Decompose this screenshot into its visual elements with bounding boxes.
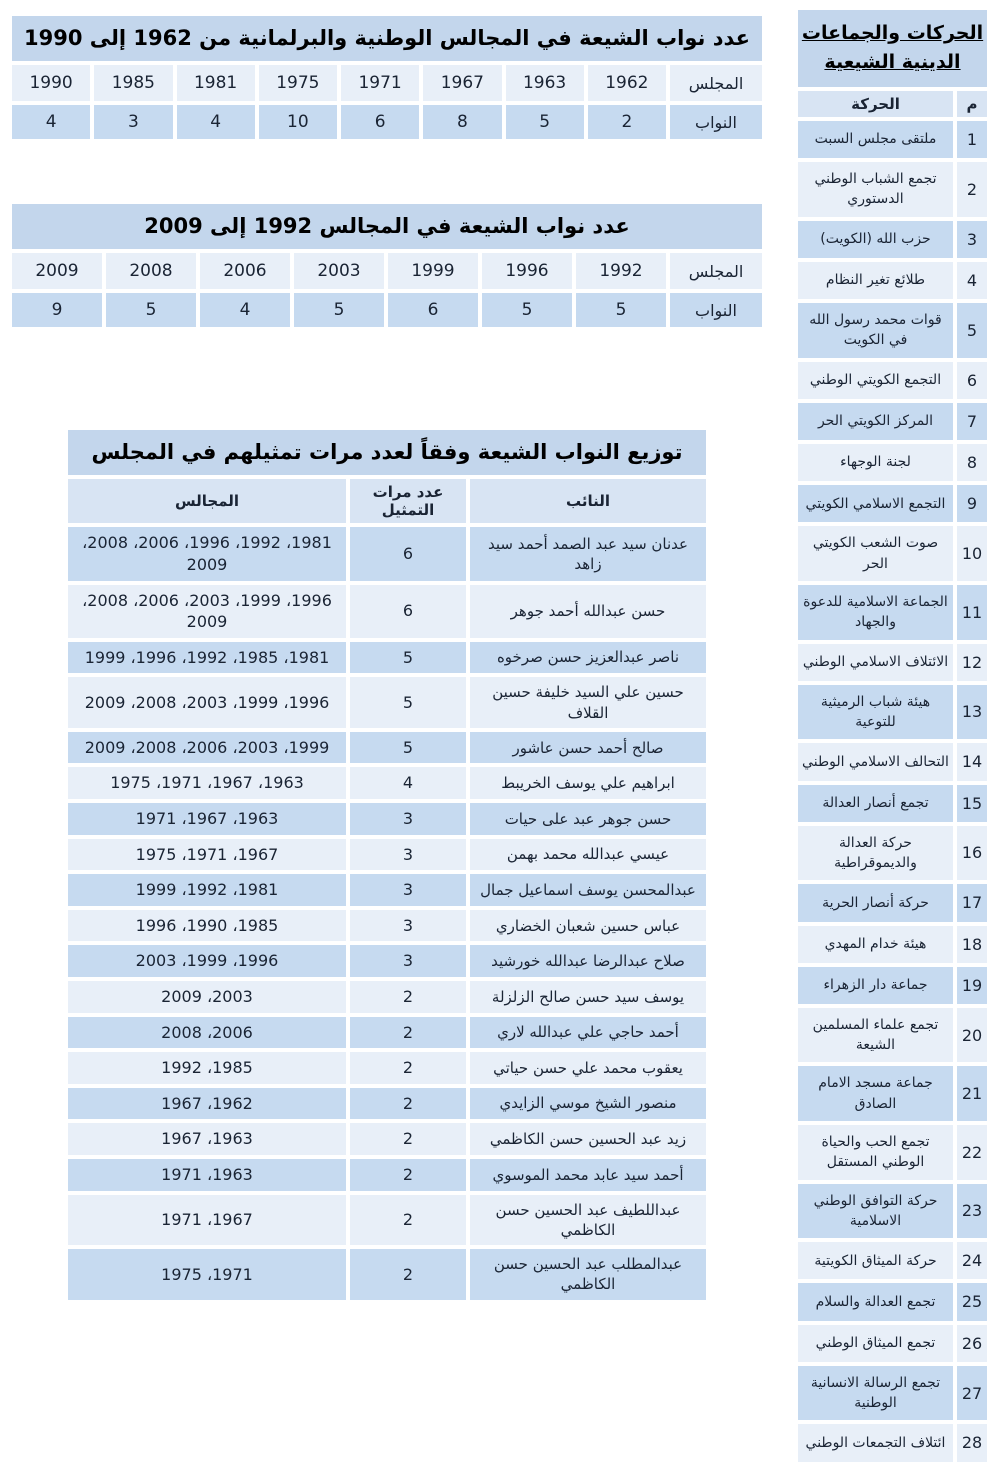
movement-name-cell: الجماعة الاسلامية للدعوة والجهاد	[798, 585, 953, 640]
list-item	[798, 644, 987, 681]
times-count-cell: 2	[350, 1249, 466, 1300]
movement-name-cell: ائتلاف التجمعات الوطني	[798, 1424, 953, 1461]
movement-name-cell: لجنة الوجهاء	[798, 444, 953, 481]
list-item	[798, 1184, 987, 1239]
sidebar-movements-list	[794, 6, 991, 1466]
list-item	[798, 585, 987, 640]
table-row	[68, 1052, 706, 1084]
movement-name-cell: تجمع الرسالة الانسانية الوطنية	[798, 1366, 953, 1421]
movement-number-cell: 20	[957, 1008, 987, 1063]
movement-name-cell: التجمع الكويتي الوطني	[798, 362, 953, 399]
movement-name-cell: حركة أنصار الحرية	[798, 884, 953, 921]
times-count-cell: 4	[350, 767, 466, 799]
movement-number-cell: 26	[957, 1325, 987, 1362]
list-item	[798, 121, 987, 158]
list-item	[798, 926, 987, 963]
movement-name-cell: هيئة شباب الرميثية للتوعية	[798, 685, 953, 740]
council-years-cell: 1985، 1992	[68, 1052, 346, 1084]
movement-name-cell: حركة العدالة والديموقراطية	[798, 826, 953, 881]
deputy-counts-row	[12, 293, 762, 327]
council-years-cell: 2006، 2008	[68, 1017, 346, 1049]
council-years-cell: 1996، 1999، 2003	[68, 945, 346, 977]
council-years-cell: 1963، 1967، 1971	[68, 803, 346, 835]
count-cell: 6	[341, 105, 419, 139]
movement-name-cell: هيئة خدام المهدي	[798, 926, 953, 963]
sidebar-title-row	[798, 10, 987, 87]
year-cell: 2008	[106, 253, 196, 289]
list-item	[798, 526, 987, 581]
year-cell: 1981	[177, 65, 255, 101]
table-row	[68, 1159, 706, 1191]
movement-name-cell: حركة التوافق الوطني الاسلامية	[798, 1184, 953, 1239]
list-item	[798, 743, 987, 780]
movement-name-cell: ملتقى مجلس السبت	[798, 121, 953, 158]
movement-number-cell: 6	[957, 362, 987, 399]
count-cell: 5	[576, 293, 666, 327]
count-cell: 4	[177, 105, 255, 139]
table-row	[68, 732, 706, 764]
table-row	[68, 1088, 706, 1120]
times-count-cell: 2	[350, 1088, 466, 1120]
deputy-name-cell: عبدالمطلب عبد الحسين حسن الكاظمي	[470, 1249, 706, 1300]
times-count-cell: 2	[350, 1195, 466, 1246]
movement-name-cell: التحالف الاسلامي الوطني	[798, 743, 953, 780]
deputy-column-header: النائب	[470, 479, 706, 523]
council-years-cell: 1985، 1990، 1996	[68, 910, 346, 942]
deputy-name-cell: ناصر عبدالعزيز حسن صرخوه	[470, 642, 706, 674]
council-years-row	[12, 65, 762, 101]
movement-number-cell: 13	[957, 685, 987, 740]
deputy-name-cell: حسين علي السيد خليفة حسين القلاف	[470, 677, 706, 728]
movement-number-cell: 17	[957, 884, 987, 921]
council-years-cell: 1963، 1971	[68, 1159, 346, 1191]
times-count-cell: 3	[350, 803, 466, 835]
council-years-cell: 1971، 1975	[68, 1249, 346, 1300]
year-cell: 1971	[341, 65, 419, 101]
movement-number-cell: 22	[957, 1125, 987, 1180]
count-cell: 5	[482, 293, 572, 327]
council-years-cell: 1981، 1992، 1996، 2006، 2008، 2009	[68, 527, 346, 580]
movement-name-cell: تجمع علماء المسلمين الشيعة	[798, 1008, 953, 1063]
times-count-cell: 2	[350, 981, 466, 1013]
count-cell: 6	[388, 293, 478, 327]
deputy-name-cell: صلاح عبدالرضا عبدالله خورشيد	[470, 945, 706, 977]
deputy-name-cell: أحمد سيد عابد محمد الموسوي	[470, 1159, 706, 1191]
council-years-cell: 1967، 1971	[68, 1195, 346, 1246]
year-cell: 1990	[12, 65, 90, 101]
movement-number-cell: 16	[957, 826, 987, 881]
list-item	[798, 785, 987, 822]
count-cell: 8	[423, 105, 501, 139]
deputy-counts-row	[12, 105, 762, 139]
table-row	[68, 527, 706, 580]
times-count-cell: 6	[350, 527, 466, 580]
count-cell: 5	[506, 105, 584, 139]
times-count-cell: 2	[350, 1123, 466, 1155]
deputy-name-cell: عبدالمحسن يوسف اسماعيل جمال	[470, 874, 706, 906]
year-cell: 1967	[423, 65, 501, 101]
council-years-cell: 1996، 1999، 2003، 2008، 2009	[68, 677, 346, 728]
movement-number-cell: 18	[957, 926, 987, 963]
deputies-row-label: النواب	[670, 105, 762, 139]
times-count-cell: 3	[350, 839, 466, 871]
movement-name-cell: قوات محمد رسول الله في الكويت	[798, 303, 953, 358]
table-title: توزيع النواب الشيعة وفقاً لعدد مرات تمثيلهم في المجلس	[68, 430, 706, 475]
list-item	[798, 1366, 987, 1421]
deputy-name-cell: عباس حسين شعبان الخضاري	[470, 910, 706, 942]
council-years-cell: 1963، 1967، 1971، 1975	[68, 767, 346, 799]
list-item	[798, 1242, 987, 1279]
council-years-cell: 2003، 2009	[68, 981, 346, 1013]
deputy-name-cell: عيسي عبدالله محمد بهمن	[470, 839, 706, 871]
times-count-cell: 2	[350, 1017, 466, 1049]
list-item	[798, 362, 987, 399]
movement-name-cell: حزب الله (الكويت)	[798, 221, 953, 258]
councils-column-header: المجالس	[68, 479, 346, 523]
table-deputies-1962-1990	[8, 12, 766, 143]
movement-number-cell: 3	[957, 221, 987, 258]
table-row	[68, 839, 706, 871]
deputy-name-cell: صالح أحمد حسن عاشور	[470, 732, 706, 764]
year-cell: 1962	[588, 65, 666, 101]
list-item	[798, 1008, 987, 1063]
times-column-header: عدد مرات التمثيل	[350, 479, 466, 523]
table-deputy-terms-distribution	[64, 426, 710, 1304]
deputy-name-cell: زيد عبد الحسين حسن الكاظمي	[470, 1123, 706, 1155]
movement-name-cell: التجمع الاسلامي الكويتي	[798, 485, 953, 522]
deputies-row-label: النواب	[670, 293, 762, 327]
table-title-row	[12, 16, 762, 61]
table-row	[68, 585, 706, 638]
movement-number-cell: 19	[957, 967, 987, 1004]
table-title-row	[12, 204, 762, 249]
table-row	[68, 945, 706, 977]
count-cell: 2	[588, 105, 666, 139]
number-column-header: م	[957, 91, 987, 117]
movement-column-header: الحركة	[798, 91, 953, 117]
list-item	[798, 826, 987, 881]
movement-number-cell: 28	[957, 1424, 987, 1461]
council-years-cell: 1996، 1999، 2003، 2006، 2008، 2009	[68, 585, 346, 638]
count-cell: 4	[12, 105, 90, 139]
deputy-name-cell: يوسف سيد حسن صالح الزلزلة	[470, 981, 706, 1013]
movement-name-cell: المركز الكويتي الحر	[798, 403, 953, 440]
table-row	[68, 1195, 706, 1246]
year-cell: 1985	[94, 65, 172, 101]
table-title: عدد نواب الشيعة في المجالس 1992 إلى 2009	[12, 204, 762, 249]
movement-name-cell: تجمع الميثاق الوطني	[798, 1325, 953, 1362]
deputy-name-cell: حسن جوهر عبد على حيات	[470, 803, 706, 835]
list-item	[798, 1125, 987, 1180]
year-cell: 1996	[482, 253, 572, 289]
list-item	[798, 221, 987, 258]
sidebar-headers-row	[798, 91, 987, 117]
list-item	[798, 884, 987, 921]
deputy-name-cell: حسن عبدالله أحمد جوهر	[470, 585, 706, 638]
year-cell: 1975	[259, 65, 337, 101]
movement-name-cell: تجمع العدالة والسلام	[798, 1283, 953, 1320]
table-deputies-1992-2009	[8, 200, 766, 331]
year-cell: 2009	[12, 253, 102, 289]
table-row	[68, 642, 706, 674]
council-years-cell: 1981، 1985، 1992، 1996، 1999	[68, 642, 346, 674]
count-cell: 3	[94, 105, 172, 139]
times-count-cell: 5	[350, 732, 466, 764]
table-row	[68, 910, 706, 942]
movement-name-cell: جماعة دار الزهراء	[798, 967, 953, 1004]
times-count-cell: 5	[350, 642, 466, 674]
movement-name-cell: طلائع تغير النظام	[798, 262, 953, 299]
movement-number-cell: 15	[957, 785, 987, 822]
list-item	[798, 403, 987, 440]
table-row	[68, 767, 706, 799]
movement-number-cell: 1	[957, 121, 987, 158]
count-cell: 5	[294, 293, 384, 327]
movement-name-cell: تجمع أنصار العدالة	[798, 785, 953, 822]
movement-number-cell: 2	[957, 162, 987, 217]
council-years-cell: 1981، 1992، 1999	[68, 874, 346, 906]
movement-number-cell: 23	[957, 1184, 987, 1239]
table-row	[68, 677, 706, 728]
movement-name-cell: الائتلاف الاسلامي الوطني	[798, 644, 953, 681]
list-item	[798, 685, 987, 740]
times-count-cell: 2	[350, 1159, 466, 1191]
table-title-row	[68, 430, 706, 475]
year-cell: 1963	[506, 65, 584, 101]
deputy-name-cell: عدنان سيد عبد الصمد أحمد سيد زاهد	[470, 527, 706, 580]
list-item	[798, 1066, 987, 1121]
deputy-name-cell: ابراهيم علي يوسف الخريبط	[470, 767, 706, 799]
movement-number-cell: 12	[957, 644, 987, 681]
count-cell: 10	[259, 105, 337, 139]
deputy-name-cell: يعقوب محمد علي حسن حياتي	[470, 1052, 706, 1084]
times-count-cell: 3	[350, 945, 466, 977]
council-years-cell: 1999، 2003، 2006، 2008، 2009	[68, 732, 346, 764]
list-item	[798, 485, 987, 522]
council-row-label: المجلس	[670, 65, 762, 101]
movement-number-cell: 11	[957, 585, 987, 640]
times-count-cell: 3	[350, 874, 466, 906]
sidebar-title: الحركات والجماعات الدينية الشيعية	[798, 10, 987, 87]
deputy-name-cell: عبداللطيف عبد الحسين حسن الكاظمي	[470, 1195, 706, 1246]
movement-number-cell: 10	[957, 526, 987, 581]
movement-number-cell: 25	[957, 1283, 987, 1320]
council-years-cell: 1963، 1967	[68, 1123, 346, 1155]
year-cell: 1999	[388, 253, 478, 289]
movement-number-cell: 7	[957, 403, 987, 440]
movement-number-cell: 8	[957, 444, 987, 481]
list-item	[798, 162, 987, 217]
movement-number-cell: 21	[957, 1066, 987, 1121]
count-cell: 9	[12, 293, 102, 327]
table-row	[68, 981, 706, 1013]
table-title: عدد نواب الشيعة في المجالس الوطنية والبرلمانية من 1962 إلى 1990	[12, 16, 762, 61]
movement-name-cell: جماعة مسجد الامام الصادق	[798, 1066, 953, 1121]
deputy-name-cell: منصور الشيخ موسي الزايدي	[470, 1088, 706, 1120]
deputy-name-cell: أحمد حاجي علي عبدالله لاري	[470, 1017, 706, 1049]
times-count-cell: 6	[350, 585, 466, 638]
movement-name-cell: تجمع الشباب الوطني الدستوري	[798, 162, 953, 217]
year-cell: 1992	[576, 253, 666, 289]
list-item	[798, 444, 987, 481]
list-item	[798, 1283, 987, 1320]
table-row	[68, 1017, 706, 1049]
list-item	[798, 1424, 987, 1461]
count-cell: 5	[106, 293, 196, 327]
movement-number-cell: 24	[957, 1242, 987, 1279]
movement-name-cell: صوت الشعب الكويتي الحر	[798, 526, 953, 581]
movement-name-cell: تجمع الحب والحياة الوطني المستقل	[798, 1125, 953, 1180]
list-item	[798, 967, 987, 1004]
times-count-cell: 3	[350, 910, 466, 942]
council-years-cell: 1967، 1971، 1975	[68, 839, 346, 871]
movement-number-cell: 4	[957, 262, 987, 299]
year-cell: 2006	[200, 253, 290, 289]
list-item	[798, 262, 987, 299]
movement-number-cell: 14	[957, 743, 987, 780]
table-row	[68, 1249, 706, 1300]
times-count-cell: 5	[350, 677, 466, 728]
council-years-row	[12, 253, 762, 289]
year-cell: 2003	[294, 253, 384, 289]
movement-number-cell: 27	[957, 1366, 987, 1421]
council-row-label: المجلس	[670, 253, 762, 289]
movement-name-cell: حركة الميثاق الكويتية	[798, 1242, 953, 1279]
movement-number-cell: 9	[957, 485, 987, 522]
list-item	[798, 1325, 987, 1362]
list-item	[798, 303, 987, 358]
council-years-cell: 1962، 1967	[68, 1088, 346, 1120]
table-row	[68, 1123, 706, 1155]
table-row	[68, 803, 706, 835]
table-row	[68, 874, 706, 906]
count-cell: 4	[200, 293, 290, 327]
times-count-cell: 2	[350, 1052, 466, 1084]
movement-number-cell: 5	[957, 303, 987, 358]
column-headers-row	[68, 479, 706, 523]
